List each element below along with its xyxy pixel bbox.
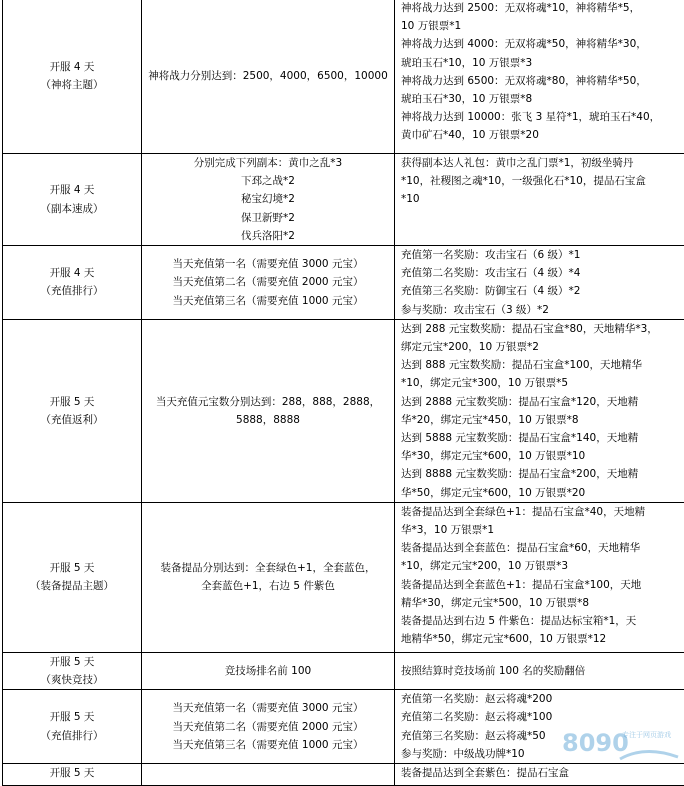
theme-label: （充值排行） bbox=[7, 727, 137, 745]
day-label: 开服 5 天 bbox=[7, 708, 137, 726]
condition-line: 全套蓝色+1，右边 5 件紫色 bbox=[146, 577, 390, 595]
condition-line: 秘宝幻境*2 bbox=[146, 190, 390, 208]
activity-row bbox=[3, 690, 684, 764]
condition-line: 当天充值第三名（需要充值 1000 元宝） bbox=[146, 736, 390, 754]
reward-line: 10 万银票*1 bbox=[401, 17, 683, 35]
reward-line: 充值第一名奖励：赵云将魂*200 bbox=[401, 690, 683, 708]
condition-line: 竞技场排名前 100 bbox=[146, 662, 390, 680]
watermark-caption: 专注于网页游戏 bbox=[622, 730, 671, 739]
reward-line: 按照结算时竞技场前 100 名的奖励翻倍 bbox=[401, 662, 683, 680]
reward-line: 华*50，绑定元宝*600，10 万银票*20 bbox=[401, 484, 683, 502]
condition-cell bbox=[142, 652, 395, 689]
theme-label: （装备提品主题） bbox=[7, 577, 137, 595]
theme-label: （充值返利） bbox=[7, 411, 137, 429]
reward-line: 华*30，绑定元宝*600，10 万银票*10 bbox=[401, 447, 683, 465]
reward-cell bbox=[395, 690, 684, 764]
day-label: 开服 4 天 bbox=[7, 58, 137, 76]
reward-line: *10，绑定元宝*300，10 万银票*5 bbox=[401, 374, 683, 392]
reward-line: 充值第一名奖励：攻击宝石（6 级）*1 bbox=[401, 246, 683, 264]
day-cell bbox=[3, 764, 142, 786]
condition-cell bbox=[142, 690, 395, 764]
reward-line: 神将战力达到 10000：张飞 3 星符*1，琥珀玉石*40， bbox=[401, 108, 683, 126]
day-label: 开服 5 天 bbox=[7, 653, 137, 671]
reward-line: 充值第三名奖励：防御宝石（4 级）*2 bbox=[401, 282, 683, 300]
reward-line: 充值第二名奖励：赵云将魂*100 bbox=[401, 708, 683, 726]
reward-line: 黄巾矿石*40，10 万银票*20 bbox=[401, 126, 683, 144]
activity-row bbox=[3, 154, 684, 246]
reward-cell bbox=[395, 319, 684, 502]
reward-line: 神将战力达到 2500：无双将魂*10，神将精华*5， bbox=[401, 0, 683, 17]
day-label: 开服 5 天 bbox=[7, 393, 137, 411]
activity-row bbox=[3, 652, 684, 689]
reward-line: *10，绑定元宝*200，10 万银票*3 bbox=[401, 557, 683, 575]
reward-line: 参与奖励：中级战功牌*10 bbox=[401, 745, 683, 763]
day-cell bbox=[3, 246, 142, 320]
theme-label: （神将主题） bbox=[7, 76, 137, 94]
activity-row bbox=[3, 246, 684, 320]
reward-line: 地精华*50，绑定元宝*600，10 万银票*12 bbox=[401, 630, 683, 648]
condition-cell bbox=[142, 154, 395, 246]
reward-cell bbox=[395, 0, 684, 154]
day-cell bbox=[3, 319, 142, 502]
reward-line: 充值第二名奖励：攻击宝石（4 级）*4 bbox=[401, 264, 683, 282]
condition-cell bbox=[142, 502, 395, 652]
reward-line: 装备提品达到全套紫色：提品石宝盒 bbox=[401, 764, 683, 782]
reward-line: 装备提品达到全套蓝色：提品石宝盒*60，天地精华 bbox=[401, 539, 683, 557]
reward-line: 达到 288 元宝数奖励：提品石宝盒*80，天地精华*3， bbox=[401, 320, 683, 338]
activity-table-body bbox=[3, 0, 684, 786]
condition-line: 当天充值第二名（需要充值 2000 元宝） bbox=[146, 718, 390, 736]
day-label: 开服 5 天 bbox=[7, 764, 137, 782]
reward-line: 获得副本达人礼包：黄巾之乱门票*1，初级坐骑丹 bbox=[401, 154, 683, 172]
activity-row bbox=[3, 502, 684, 652]
day-label: 开服 4 天 bbox=[7, 264, 137, 282]
activity-row bbox=[3, 319, 684, 502]
reward-line: 达到 2888 元宝数奖励：提品石宝盒*120，天地精 bbox=[401, 393, 683, 411]
reward-line: 神将战力达到 6500：无双将魂*80，神将精华*50， bbox=[401, 72, 683, 90]
condition-cell bbox=[142, 0, 395, 154]
reward-line: *10 bbox=[401, 190, 683, 208]
reward-line: 达到 8888 元宝数奖励：提品石宝盒*200，天地精 bbox=[401, 465, 683, 483]
reward-line: 精华*30，绑定元宝*500，10 万银票*8 bbox=[401, 594, 683, 612]
reward-line: 神将战力达到 4000：无双将魂*50，神将精华*30， bbox=[401, 35, 683, 53]
reward-line: 琥珀玉石*10，10 万银票*3 bbox=[401, 54, 683, 72]
condition-line: 当天充值元宝数分别达到：288，888，2888， bbox=[146, 393, 390, 411]
theme-label: （充值排行） bbox=[7, 282, 137, 300]
reward-line: 装备提品达到全套蓝色+1：提品石宝盒*100，天地 bbox=[401, 576, 683, 594]
reward-line: 达到 5888 元宝数奖励：提品石宝盒*140，天地精 bbox=[401, 429, 683, 447]
reward-cell bbox=[395, 502, 684, 652]
condition-line: 当天充值第一名（需要充值 3000 元宝） bbox=[146, 699, 390, 717]
condition-line: 当天充值第三名（需要充值 1000 元宝） bbox=[146, 292, 390, 310]
condition-line: 伐兵洛阳*2 bbox=[146, 227, 390, 245]
condition-line: 神将战力分别达到：2500，4000，6500，10000 bbox=[146, 67, 390, 85]
reward-line: 装备提品达到全套绿色+1：提品石宝盒*40，天地精 bbox=[401, 503, 683, 521]
condition-line: 下邳之战*2 bbox=[146, 172, 390, 190]
reward-line: 琥珀玉石*30，10 万银票*8 bbox=[401, 90, 683, 108]
day-label: 开服 4 天 bbox=[7, 181, 137, 199]
condition-cell bbox=[142, 246, 395, 320]
activity-row bbox=[3, 764, 684, 786]
watermark-number: 8090 bbox=[562, 729, 629, 757]
day-cell bbox=[3, 502, 142, 652]
condition-line: 装备提品分别达到：全套绿色+1，全套蓝色， bbox=[146, 559, 390, 577]
condition-line: 保卫新野*2 bbox=[146, 209, 390, 227]
activity-row bbox=[3, 0, 684, 154]
reward-cell bbox=[395, 154, 684, 246]
condition-line: 5888，8888 bbox=[146, 411, 390, 429]
day-label: 开服 5 天 bbox=[7, 559, 137, 577]
condition-cell bbox=[142, 319, 395, 502]
condition-line: 当天充值第一名（需要充值 3000 元宝） bbox=[146, 255, 390, 273]
condition-cell bbox=[142, 764, 395, 786]
day-cell bbox=[3, 652, 142, 689]
reward-cell bbox=[395, 764, 684, 786]
reward-line: 参与奖励：攻击宝石（3 级）*2 bbox=[401, 301, 683, 319]
reward-line: 绑定元宝*200，10 万银票*2 bbox=[401, 338, 683, 356]
day-cell bbox=[3, 0, 142, 154]
condition-line: 分别完成下列副本：黄巾之乱*3 bbox=[146, 154, 390, 172]
activity-table bbox=[2, 0, 684, 786]
reward-line: 装备提品达到右边 5 件紫色：提品达标宝箱*1，天 bbox=[401, 612, 683, 630]
reward-line: 充值第三名奖励：赵云将魂*50 bbox=[401, 727, 683, 745]
reward-line: 华*3，10 万银票*1 bbox=[401, 521, 683, 539]
condition-line: 当天充值第二名（需要充值 2000 元宝） bbox=[146, 273, 390, 291]
theme-label: （爽快竞技） bbox=[7, 671, 137, 689]
reward-line: 华*20，绑定元宝*450，10 万银票*8 bbox=[401, 411, 683, 429]
day-cell bbox=[3, 154, 142, 246]
theme-label: （副本速成） bbox=[7, 200, 137, 218]
day-cell bbox=[3, 690, 142, 764]
reward-cell bbox=[395, 246, 684, 320]
reward-line: *10，社稷图之魂*10，一级强化石*10，提品石宝盒 bbox=[401, 172, 683, 190]
reward-line: 达到 888 元宝数奖励：提品石宝盒*100，天地精华 bbox=[401, 356, 683, 374]
reward-cell bbox=[395, 652, 684, 689]
